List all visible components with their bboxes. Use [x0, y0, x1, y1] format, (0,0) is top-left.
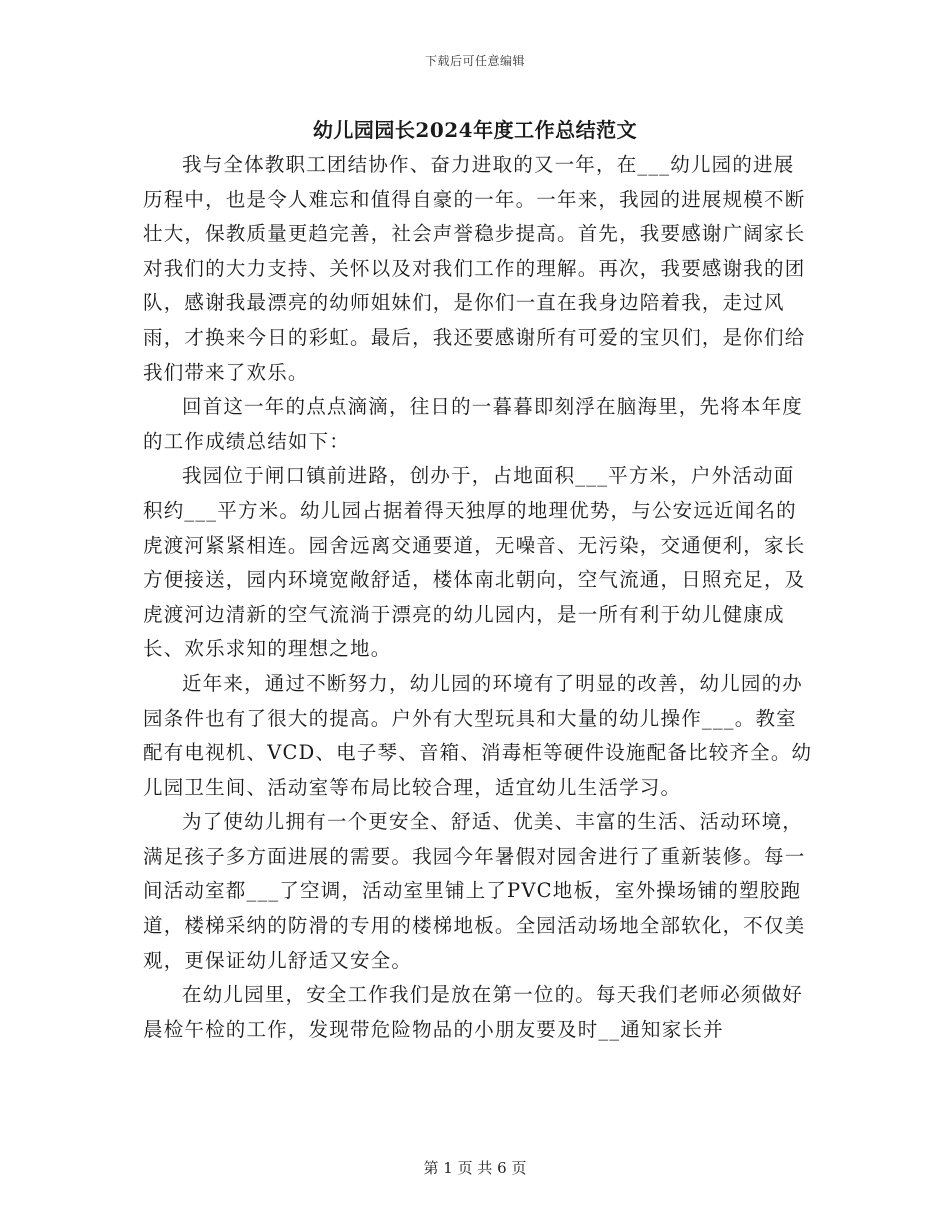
page-number-footer: 第 1 页 共 6 页 — [423, 1159, 527, 1177]
page-header-note: 下载后可任意编辑 — [424, 54, 525, 68]
paragraph-renovation: 为了使幼儿拥有一个更安全、舒适、优美、丰富的生活、活动环境，满足孩子多方面进展的需要。我园今年暑假对园舍进行了重新装修。每一间活动室都___了空调，活动室里铺上了PVC地板，室外操场铺的塑胶跑道，楼梯采纳的防滑的专用的楼梯地板。全园活动场地全部软化，不仅美观，更保证幼儿舒适又安全。 — [143, 810, 806, 972]
paragraph-review: 回首这一年的点点滴滴，往日的一暮暮即刻浮在脑海里，先将本年度的工作成绩总结如下： — [143, 395, 804, 453]
paragraph-location: 我园位于闸口镇前进路，创办于，占地面积___平方米，户外活动面积约___平方米。幼儿园占据着得天独厚的地理优势，与公安远近闻名的虎渡河紧紧相连。园舍远离交通要道，无噪音、无污染，交通便利，家长方便接送，园内环境宽敞舒适，楼体南北朝向，空气流通，日照充足，及虎渡河边清新的空气流淌于漂亮的幼儿园内，是一所有利于幼儿健康成长、欢乐求知的理想之地。 — [143, 464, 806, 661]
document-title: 幼儿园园长2024年度工作总结范文 — [312, 118, 638, 142]
paragraph-intro: 我与全体教职工团结协作、奋力进取的又一年，在___幼儿园的进展历程中，也是令人难忘和值得自豪的一年。一年来，我园的进展规模不断壮大，保教质量更趋完善，社会声誉稳步提高。首先，我要感谢广阔家长对我们的大力支持、关怀以及对我们工作的理解。再次，我要感谢我的团队，感谢我最漂亮的幼师姐妹们，是你们一直在我身边陪着我，走过风雨，才换来今日的彩虹。最后，我还要感谢所有可爱的宝贝们，是你们给我们带来了欢乐。 — [143, 153, 806, 384]
paragraph-safety: 在幼儿园里，安全工作我们是放在第一位的。每天我们老师必须做好晨检午检的工作，发现带危险物品的小朋友要及时__通知家长并 — [143, 983, 804, 1041]
paragraph-facilities: 近年来，通过不断努力，幼儿园的环境有了明显的改善，幼儿园的办园条件也有了很大的提高。户外有大型玩具和大量的幼儿操作___。教室配有电视机、VCD、电子琴、音箱、消毒柜等硬件设施配备比较齐全。幼儿园卫生间、活动室等布局比较合理，适宜幼儿生活学习。 — [143, 671, 813, 799]
document-body — [143, 148, 813, 1047]
